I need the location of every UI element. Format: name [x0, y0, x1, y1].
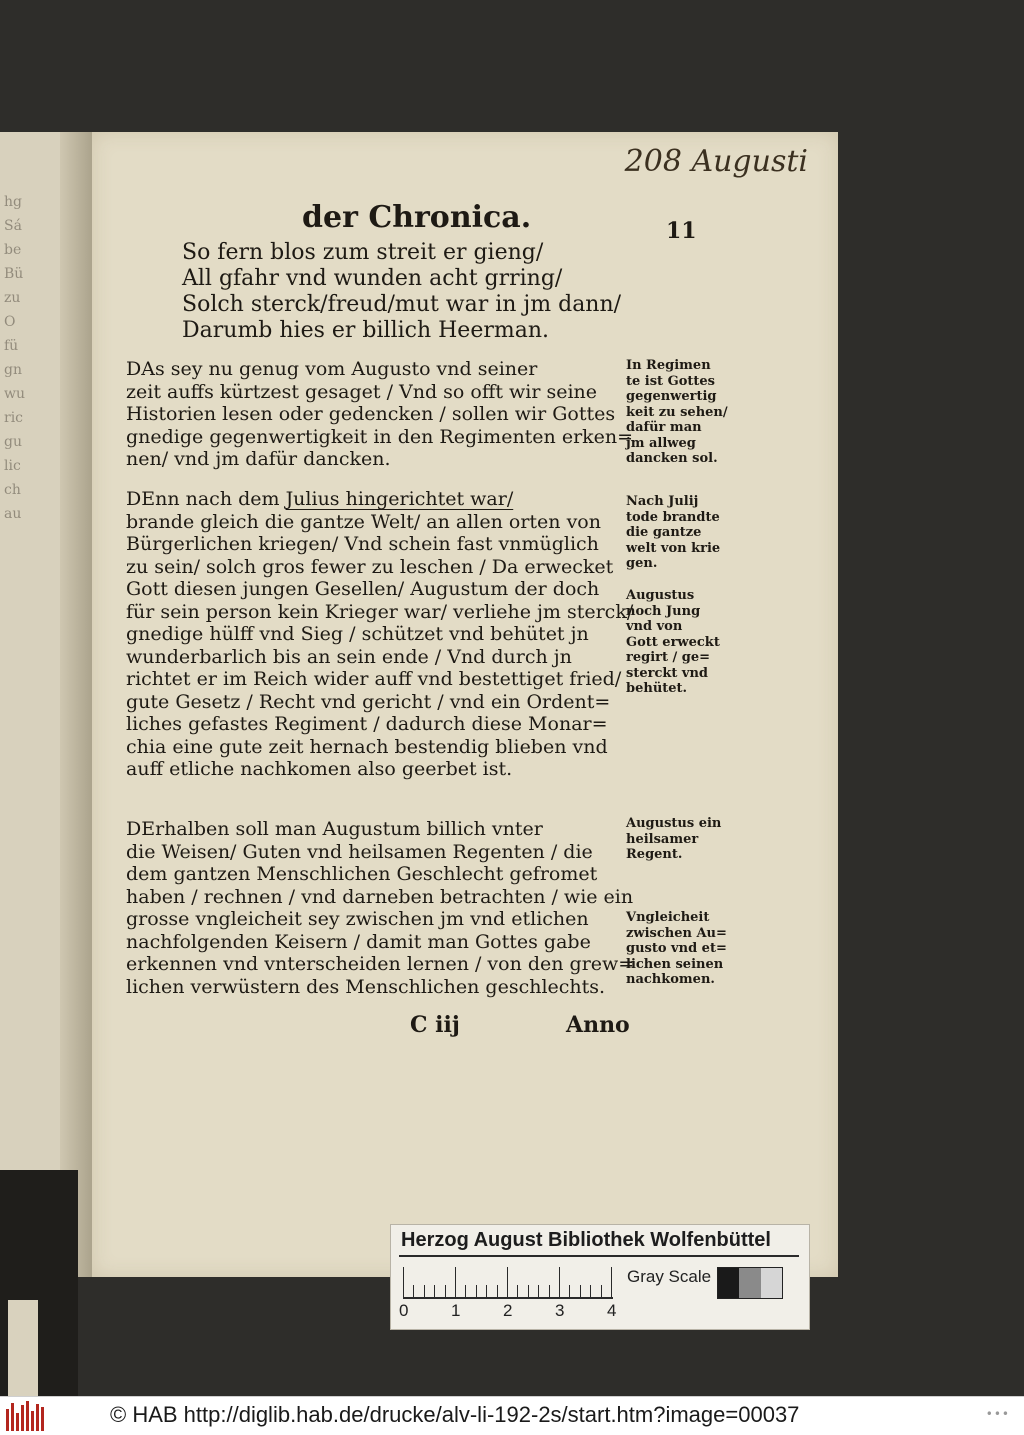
ruler-tick [611, 1267, 612, 1297]
text-line: zu sein/ solch gros fewer zu leschen / Da erwecket [126, 555, 614, 578]
ruler-tick [434, 1285, 435, 1297]
marginal-note-2 [626, 494, 736, 572]
ruler-number: 0 [399, 1301, 409, 1320]
text-line: nachfolgenden Keisern / damit man Gottes gabe [126, 930, 591, 953]
marginal-line: sterckt vnd [626, 665, 708, 681]
text-line: wunderbarlich bis an sein ende / Vnd durch jn [126, 645, 572, 668]
marginal-line: heilsamer [626, 831, 699, 847]
text-run: DEnn nach dem [126, 488, 286, 510]
gray-swatch [761, 1268, 782, 1298]
text-line: nen/ vnd jm dafür dancken. [126, 448, 391, 470]
text-line: dem gantzen Menschlichen Geschlecht gefromet [126, 863, 598, 885]
ruler-number: 4 [607, 1301, 617, 1320]
underlined-text: Julius hingerichtet war/ [285, 488, 514, 510]
marginal-line: nachkomen. [626, 972, 715, 987]
running-head: der Chronica. [302, 200, 532, 235]
paragraph-3 [126, 818, 636, 998]
text-line: richtet er im Reich wider auff vnd bestettiget fried/ [126, 668, 622, 690]
marginal-note-4 [626, 816, 736, 863]
marginal-line: behütet. [626, 681, 688, 696]
paragraph-2 [126, 488, 636, 781]
ruler-tick [549, 1285, 550, 1297]
color-card [390, 1224, 810, 1330]
ruler-tick [528, 1285, 529, 1297]
marginal-line: In Regimen [626, 358, 711, 373]
text-line: die Weisen/ Guten vnd heilsamen Regenten / die [126, 840, 593, 863]
ruler-tick [403, 1267, 404, 1297]
text-line: DErhalben soll man Augustum billich vnter [126, 818, 543, 840]
marginal-line: lichen seinen [626, 956, 724, 972]
marginal-line: tode brandte [626, 509, 720, 525]
left-page-text-fragments: hg Sá be Bü zu O fü gn wu ric gu lic ch au [4, 194, 25, 522]
text-line: Gott diesen jungen Gesellen/ Augustum der doch [126, 578, 600, 600]
ruler-tick [601, 1285, 602, 1297]
gray-scale-swatches [717, 1267, 783, 1299]
marginal-line: jm allweg [626, 435, 696, 451]
text-line: grosse vngleicheit sey zwischen jm vnd etlichen [126, 908, 589, 930]
marginal-line: Nach Julij [626, 494, 699, 509]
viewer-footer [0, 1396, 1024, 1435]
text-line: DAs sey nu genug vom Augusto vnd seiner [126, 358, 538, 380]
ruler-number: 1 [451, 1301, 461, 1320]
ruler-tick [413, 1285, 414, 1297]
text-line: für sein person kein Krieger war/ verliehe jm sterck/ [126, 600, 634, 623]
ruler-number: 3 [555, 1301, 565, 1320]
ruler-tick [476, 1285, 477, 1297]
text-line: auff etliche nachkomen also geerbet ist. [126, 758, 513, 780]
marginal-line: die gantze [626, 525, 702, 540]
ruler-tick [445, 1285, 446, 1297]
marginal-line: zwischen Au= [626, 925, 727, 941]
marginal-line: noch Jung [626, 603, 701, 619]
signature-mark: C iij [410, 1012, 460, 1038]
marginal-line: welt von krie [626, 540, 721, 556]
ruler-tick [590, 1285, 591, 1297]
marginal-line: Augustus [626, 588, 695, 603]
shelf-label [8, 1300, 38, 1396]
text-line: gnedige hülff vnd Sieg / schützet vnd behütet jn [126, 623, 589, 645]
marginal-line: Regent. [626, 847, 683, 862]
ruler-tick [517, 1285, 518, 1297]
ruler-tick [486, 1285, 487, 1297]
ruler-tick [569, 1285, 570, 1297]
marginal-line: gen. [626, 556, 658, 571]
menu-dots-icon[interactable]: ••• [985, 1407, 1010, 1421]
text-line [126, 488, 636, 511]
ruler-number: 2 [503, 1301, 513, 1320]
ruler-tick [507, 1267, 508, 1297]
scale-ruler [403, 1267, 613, 1299]
marginal-line: keit zu sehen/ [626, 404, 728, 420]
marginal-line: gegenwertig [626, 389, 717, 404]
marginal-line: vnd von [626, 619, 683, 634]
ruler-tick [538, 1285, 539, 1297]
folio-number: 11 [666, 218, 697, 244]
gray-scale-label: Gray Scale [627, 1267, 712, 1286]
text-line: gute Gesetz / Recht vnd gericht / vnd ein Ordent= [126, 690, 611, 713]
marginal-line: gusto vnd et= [626, 941, 727, 956]
copyright-url[interactable]: © HAB http://diglib.hab.de/drucke/alv-li-192-2s/start.htm?image=00037 [110, 1402, 800, 1427]
ruler-tick [465, 1285, 466, 1297]
marginal-line: Augustus ein [626, 816, 722, 831]
marginal-note-1 [626, 358, 736, 467]
text-line: gnedige gegenwertigkeit in den Regimenten erken= [126, 425, 634, 448]
catchword: Anno [566, 1012, 630, 1038]
text-line: Bürgerlichen kriegen/ Vnd schein fast vnmüglich [126, 533, 599, 555]
paragraph-1 [126, 358, 636, 471]
verse-line: Solch sterck/freud/mut war in jm dann/ [182, 292, 622, 317]
text-line: liches gefastes Regiment / dadurch diese Monar= [126, 713, 608, 735]
library-name: Herzog August Bibliothek Wolfenbüttel [401, 1229, 771, 1251]
marginal-line: regirt / ge= [626, 650, 711, 665]
verse-line: All gfahr vnd wunden acht grring/ [182, 266, 563, 291]
text-line: brande gleich die gantze Welt/ an allen orten von [126, 510, 601, 533]
verse-line: So fern blos zum streit er gieng/ [182, 240, 544, 265]
ruler-tick [559, 1267, 560, 1297]
text-line: lichen verwüstern des Menschlichen geschlechts. [126, 975, 606, 998]
ruler-tick [455, 1267, 456, 1297]
hab-logo-icon [6, 1401, 46, 1431]
marginal-note-5 [626, 910, 736, 988]
book-page [92, 132, 838, 1277]
text-line: chia eine gute zeit hernach bestendig blieben vnd [126, 735, 608, 758]
verse-line: Darumb hies er billich Heerman. [182, 318, 550, 343]
text-line: erkennen vnd vnterscheiden lernen / von den grew= [126, 953, 635, 975]
marginal-note-3 [626, 588, 736, 697]
verse-block [182, 240, 621, 344]
marginal-line: Vngleicheit [626, 910, 710, 925]
ruler-tick [424, 1285, 425, 1297]
ruler-tick [580, 1285, 581, 1297]
marginal-line: te ist Gottes [626, 373, 715, 389]
card-divider [399, 1255, 799, 1257]
gray-swatch [739, 1268, 760, 1298]
ruler-tick [497, 1285, 498, 1297]
left-page-edge [60, 132, 94, 1277]
marginal-line: dafür man [626, 420, 702, 435]
marginal-line: dancken sol. [626, 451, 718, 466]
text-line: zeit auffs kürtzest gesaget / Vnd so offt wir seine [126, 380, 598, 403]
gray-swatch [718, 1268, 739, 1298]
text-line: Historien lesen oder gedencken / sollen wir Gottes [126, 403, 616, 425]
handwritten-note: 208 Augusti [624, 144, 808, 179]
text-line: haben / rechnen / vnd darneben betrachten / wie ein [126, 885, 634, 908]
marginal-line: Gott erweckt [626, 634, 720, 650]
